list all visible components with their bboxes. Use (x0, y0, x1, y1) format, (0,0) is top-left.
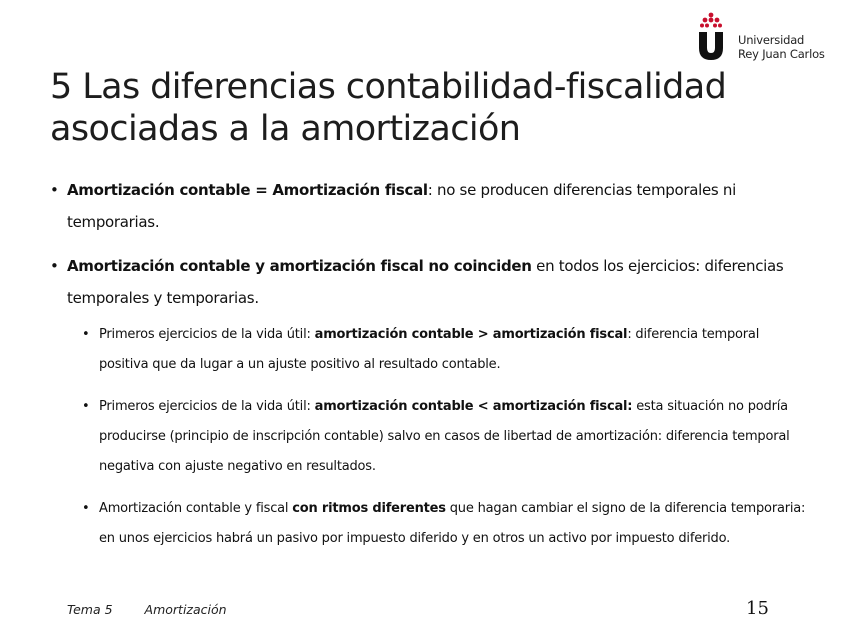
university-name (738, 33, 825, 61)
university-name-line1: Universidad (738, 33, 805, 47)
bullet-amortization-equal (50, 174, 810, 238)
sub-bullet-text: esta situación no podría producirse (principio de inscripción contable) salvo en casos de libertad de amortización: diferencia temporal negativa con ajuste negativo en resultados. (99, 399, 790, 474)
university-logo (696, 12, 846, 68)
bullet-text: en todos los ejercicios: diferencias temporales y temporarias. (67, 257, 784, 307)
bullet-text: : no se producen diferencias temporales ni temporarias. (67, 181, 736, 231)
sub-bullet-list (82, 320, 810, 554)
sub-bullet-text: Amortización contable y fiscal (99, 501, 293, 516)
bullet-bold-text: Amortización contable y amortización fiscal no coinciden (67, 257, 532, 275)
sub-bullet-text: Primeros ejercicios de la vida útil: (99, 327, 315, 342)
sub-bullet-different-rhythms (82, 494, 810, 554)
slide-title-line2: asociadas a la amortización (50, 109, 521, 149)
slide-content (50, 174, 810, 554)
university-crest-icon (696, 12, 726, 60)
sub-bullet-less (82, 392, 810, 482)
footer (67, 602, 227, 617)
sub-bullet-text: que hagan cambiar el signo de la diferencia temporaria: en unos ejercicios habrá un pasivo por impuesto diferido y en otros un activo por impuesto diferido. (99, 501, 806, 546)
sub-bullet-bold-text: con ritmos diferentes (292, 501, 446, 516)
sub-bullet-bold-text: amortización contable < amortización fiscal: (314, 399, 633, 414)
slide-title (50, 66, 770, 150)
slide-title-line1: 5 Las diferencias contabilidad-fiscalidad (50, 67, 727, 107)
page-number: 15 (746, 598, 769, 619)
sub-bullet-bold-text: amortización contable > amortización fiscal (314, 327, 628, 342)
bullet-amortization-differ (50, 250, 810, 314)
university-name-line2: Rey Juan Carlos (738, 47, 825, 61)
footer-subject: Amortización (144, 602, 227, 617)
bullet-bold-text: Amortización contable = Amortización fiscal (67, 181, 428, 199)
footer-topic: Tema 5 (67, 602, 113, 617)
sub-bullet-greater (82, 320, 810, 380)
sub-bullet-text: Primeros ejercicios de la vida útil: (99, 399, 315, 414)
sub-bullet-text: : diferencia temporal positiva que da lugar a un ajuste positivo al resultado contable. (99, 327, 760, 372)
